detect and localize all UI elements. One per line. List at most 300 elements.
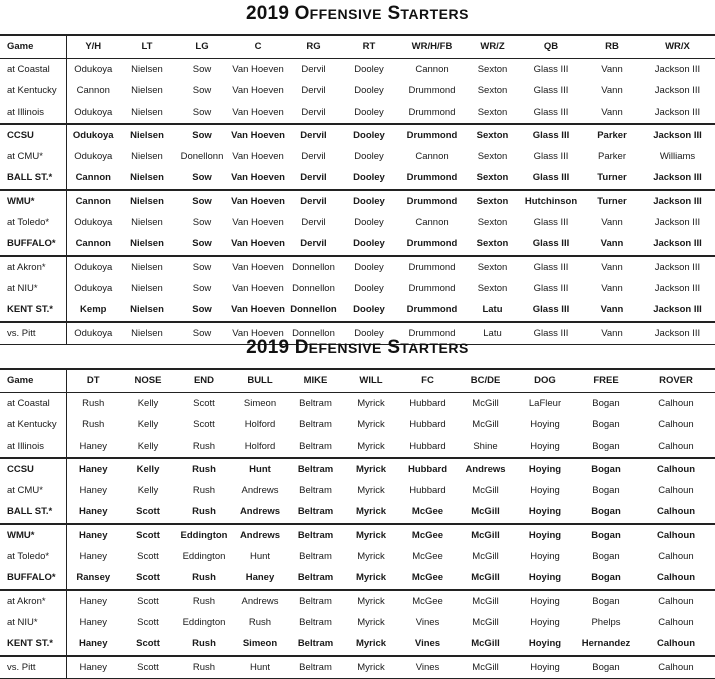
player-cell: Jackson III	[654, 261, 701, 273]
player-cell: Nielsen	[131, 85, 163, 97]
player-cell: McGill	[472, 661, 499, 673]
player-cell: Van Hoeven	[232, 64, 284, 75]
offense-title-initial: O	[294, 3, 310, 24]
player-cell: Van Hoeven	[232, 261, 284, 273]
player-cell: Bogan	[591, 463, 621, 475]
player-cell: Cannon	[415, 217, 449, 229]
defense-column-header: BULL	[232, 369, 288, 393]
game-cell: WMU*	[0, 190, 66, 212]
player-cell: McGill	[472, 551, 499, 563]
player-cell: Odukoya	[66, 102, 120, 124]
player-cell: Beltram	[288, 633, 343, 655]
player-cell: Sow	[192, 195, 212, 207]
table-row	[0, 524, 715, 546]
player-cell: Haney	[78, 463, 108, 475]
game-cell: at NIU*	[0, 278, 66, 299]
game-cell: BUFFALO*	[0, 567, 66, 589]
player-cell: Donnellon	[292, 282, 335, 294]
player-cell: Dervil	[300, 129, 327, 141]
player-cell: Haney	[232, 567, 288, 589]
player-cell: Calhoun	[658, 419, 694, 431]
player-cell: Dooley	[341, 299, 397, 321]
player-cell: Calhoun	[658, 398, 694, 409]
player-cell: Nielsen	[130, 129, 164, 141]
player-cell: Jackson III	[640, 167, 715, 189]
player-cell: Myrick	[343, 436, 399, 458]
defense-column-header: DOG	[515, 369, 575, 393]
player-cell: McGee	[411, 529, 444, 541]
player-cell: Andrews	[241, 595, 279, 607]
player-cell: Odukoya	[72, 129, 114, 141]
table-row	[0, 546, 715, 567]
player-cell: Haney	[79, 595, 107, 607]
offense-column-header: QB	[518, 35, 584, 59]
player-cell: Sow	[174, 167, 230, 189]
player-cell: Haney	[79, 485, 107, 497]
defense-column-header: END	[176, 369, 232, 393]
defense-column-header: FREE	[575, 369, 637, 393]
offense-title-year: 2019	[246, 3, 290, 24]
player-cell: Latu	[483, 327, 502, 339]
player-cell: Sexton	[477, 217, 508, 229]
player-cell: Drummond	[397, 167, 467, 189]
player-cell: McGee	[399, 567, 456, 589]
game-cell: at Akron*	[0, 256, 66, 278]
player-cell: Jackson III	[653, 195, 702, 207]
player-cell: Jackson III	[653, 129, 702, 141]
player-cell: Nielsen	[131, 261, 163, 273]
player-cell: Beltram	[288, 436, 343, 458]
player-cell: Vann	[601, 282, 623, 294]
game-cell: vs. Pitt	[0, 322, 66, 345]
player-cell: Odukoya	[74, 64, 113, 75]
table-row	[0, 393, 715, 415]
player-cell: Sexton	[467, 233, 518, 255]
player-cell: McGill	[472, 398, 499, 409]
player-cell: Bogan	[592, 551, 620, 563]
player-cell: Drummond	[397, 102, 467, 124]
player-cell: Rush	[192, 463, 216, 475]
table-row	[0, 299, 715, 321]
player-cell: Simeon	[243, 398, 277, 409]
player-cell: McGee	[412, 595, 443, 607]
game-cell: vs. Pitt	[0, 656, 66, 679]
player-cell: McGill	[471, 529, 500, 541]
player-cell: Glass III	[533, 151, 569, 163]
offensive-starters-table	[0, 34, 715, 345]
player-cell: Bogan	[592, 398, 620, 409]
offense-column-header: RG	[286, 35, 341, 59]
player-cell: Odukoya	[74, 327, 113, 339]
player-cell: Sexton	[477, 64, 508, 75]
player-cell: Cannon	[76, 85, 110, 97]
player-cell: Odukoya	[74, 282, 113, 294]
player-cell: Beltram	[299, 661, 332, 673]
player-cell: Dervil	[301, 85, 326, 97]
player-cell: Dervil	[300, 195, 327, 207]
player-cell: Williams	[659, 151, 696, 163]
player-cell: Sexton	[477, 85, 508, 97]
player-cell: Kelly	[137, 398, 159, 409]
table-row	[0, 612, 715, 633]
player-cell: Sow	[192, 282, 212, 294]
player-cell: Jackson III	[654, 282, 701, 294]
player-cell: Myrick	[355, 463, 387, 475]
player-cell: Phelps	[591, 616, 621, 628]
player-cell: Van Hoeven	[230, 299, 286, 321]
player-cell: Hoying	[530, 616, 560, 628]
game-cell: at Toledo*	[0, 212, 66, 233]
defensive-starters-table	[0, 368, 715, 679]
player-cell: Sexton	[477, 261, 508, 273]
player-cell: Kemp	[66, 299, 120, 321]
table-row	[0, 233, 715, 255]
player-cell: Dooley	[354, 327, 384, 339]
player-cell: Beltram	[297, 463, 334, 475]
player-cell: Myrick	[357, 595, 385, 607]
player-cell: Bogan	[592, 661, 620, 673]
table-row	[0, 414, 715, 435]
table-row	[0, 102, 715, 124]
player-cell: Vann	[601, 327, 623, 339]
player-cell: Donellonn	[180, 151, 224, 163]
player-cell: Glass III	[533, 85, 569, 97]
player-cell: Sexton	[476, 195, 509, 207]
player-cell: Sexton	[476, 129, 509, 141]
player-cell: Beltram	[299, 616, 332, 628]
player-cell: Rush	[248, 616, 272, 628]
table-row	[0, 256, 715, 278]
player-cell: Hunt	[249, 661, 271, 673]
player-cell: Van Hoeven	[232, 217, 284, 229]
player-cell: Hunt	[249, 463, 271, 475]
player-cell: Van Hoeven	[230, 233, 286, 255]
player-cell: Hoying	[530, 485, 560, 497]
game-cell: at Illinois	[0, 436, 66, 458]
player-cell: Myrick	[357, 551, 385, 563]
player-cell: Calhoun	[637, 436, 715, 458]
table-row	[0, 167, 715, 189]
player-cell: Cannon	[66, 167, 120, 189]
player-cell: Hubbard	[407, 463, 448, 475]
player-cell: Rush	[176, 501, 232, 523]
defense-column-header: MIKE	[288, 369, 343, 393]
player-cell: Dervil	[286, 233, 341, 255]
player-cell: Vann	[601, 85, 623, 97]
player-cell: Glass III	[533, 64, 569, 75]
player-cell: Dooley	[341, 233, 397, 255]
player-cell: Haney	[79, 661, 107, 673]
player-cell: Myrick	[343, 633, 399, 655]
player-cell: Sow	[174, 299, 230, 321]
player-cell: Sow	[192, 64, 212, 75]
player-cell: Haney	[66, 501, 120, 523]
player-cell: Jackson III	[640, 233, 715, 255]
player-cell: Bogan	[592, 419, 620, 431]
player-cell: Hernandez	[575, 633, 637, 655]
player-cell: Dervil	[286, 167, 341, 189]
player-cell: Donnellon	[292, 261, 335, 273]
defense-column-header: ROVER	[637, 369, 715, 393]
player-cell: Bogan	[592, 595, 620, 607]
player-cell: Vann	[584, 233, 640, 255]
player-cell: Jackson III	[654, 85, 701, 97]
offense-column-header: LT	[120, 35, 174, 59]
player-cell: Donnellon	[286, 299, 341, 321]
player-cell: Hoying	[515, 436, 575, 458]
defense-title-rest: EFENSIVE	[308, 340, 382, 356]
player-cell: Haney	[79, 551, 107, 563]
player-cell: Hoying	[530, 551, 560, 563]
player-cell: Hoying	[528, 463, 562, 475]
player-cell: Sow	[192, 327, 212, 339]
player-cell: Nielsen	[120, 102, 174, 124]
defense-title-year: 2019	[246, 337, 290, 358]
player-cell: Nielsen	[120, 299, 174, 321]
player-cell: Vann	[601, 64, 623, 75]
player-cell: Hoying	[530, 661, 560, 673]
offense-column-header: WR/X	[640, 35, 715, 59]
player-cell: Myrick	[357, 485, 385, 497]
player-cell: Sow	[174, 102, 230, 124]
offense-column-header: Y/H	[66, 35, 120, 59]
player-cell: Sow	[192, 217, 212, 229]
player-cell: Hoying	[515, 633, 575, 655]
player-cell: Calhoun	[658, 485, 694, 497]
player-cell: Calhoun	[657, 529, 695, 541]
player-cell: Calhoun	[637, 501, 715, 523]
player-cell: Nielsen	[131, 151, 163, 163]
table-row	[0, 212, 715, 233]
game-cell: CCSU	[0, 458, 66, 480]
player-cell: Hubbard	[409, 485, 446, 497]
game-cell: WMU*	[0, 524, 66, 546]
player-cell: Nielsen	[120, 167, 174, 189]
player-cell: Beltram	[299, 595, 332, 607]
player-cell: Hoying	[515, 567, 575, 589]
player-cell: Nielsen	[131, 217, 163, 229]
offense-column-header: RT	[341, 35, 397, 59]
player-cell: Calhoun	[637, 633, 715, 655]
player-cell: Glass III	[518, 102, 584, 124]
player-cell: Odukoya	[74, 151, 113, 163]
player-cell: Vann	[584, 102, 640, 124]
player-cell: Drummond	[408, 327, 456, 339]
table-row	[0, 567, 715, 589]
player-cell: Kelly	[120, 436, 176, 458]
player-cell: Holford	[232, 436, 288, 458]
defense-table-body	[0, 393, 715, 679]
defense-title-initial: D	[294, 337, 309, 358]
player-cell: Kelly	[137, 419, 159, 431]
player-cell: Jackson III	[640, 299, 715, 321]
player-cell: Drummond	[397, 233, 467, 255]
table-row	[0, 190, 715, 212]
offense-column-header: LG	[174, 35, 230, 59]
player-cell: Van Hoeven	[230, 167, 286, 189]
table-row	[0, 480, 715, 501]
player-cell: McGee	[399, 501, 456, 523]
player-cell: Odukoya	[74, 261, 113, 273]
player-cell: Van Hoeven	[232, 151, 284, 163]
player-cell: Kelly	[136, 463, 160, 475]
table-row	[0, 146, 715, 167]
table-row	[0, 124, 715, 146]
player-cell: Rush	[192, 661, 216, 673]
player-cell: Nielsen	[130, 195, 164, 207]
game-cell: KENT ST.*	[0, 633, 66, 655]
player-cell: Jackson III	[654, 217, 701, 229]
player-cell: Andrews	[465, 463, 506, 475]
player-cell: McGill	[472, 616, 499, 628]
game-cell: BUFFALO*	[0, 233, 66, 255]
game-cell: CCSU	[0, 124, 66, 146]
player-cell: Scott	[120, 633, 176, 655]
player-cell: Jackson III	[654, 64, 701, 75]
player-cell: Glass III	[533, 217, 569, 229]
offense-title-s: S	[387, 3, 401, 24]
defense-column-header: NOSE	[120, 369, 176, 393]
player-cell: Bogan	[575, 436, 637, 458]
player-cell: Rush	[176, 567, 232, 589]
player-cell: Bogan	[575, 501, 637, 523]
player-cell: Drummond	[406, 129, 458, 141]
player-cell: Glass III	[533, 282, 569, 294]
game-cell: BALL ST.*	[0, 167, 66, 189]
player-cell: Glass III	[533, 327, 569, 339]
player-cell: Myrick	[357, 419, 385, 431]
player-cell: Turner	[597, 195, 627, 207]
player-cell: Scott	[193, 419, 215, 431]
player-cell: Shine	[456, 436, 515, 458]
player-cell: Beltram	[288, 567, 343, 589]
defense-title-s-rest: TARTERS	[400, 340, 469, 356]
table-row	[0, 278, 715, 299]
player-cell: Sexton	[477, 151, 508, 163]
game-cell: BALL ST.*	[0, 501, 66, 523]
table-row	[0, 80, 715, 101]
player-cell: Andrews	[241, 485, 279, 497]
offense-title-rest: FFENSIVE	[309, 6, 383, 22]
player-cell: Calhoun	[658, 551, 694, 563]
player-cell: McGill	[472, 485, 499, 497]
table-row	[0, 501, 715, 523]
player-cell: Eddington	[180, 529, 228, 541]
player-cell: Scott	[136, 529, 160, 541]
player-cell: Bogan	[591, 529, 621, 541]
player-cell: Haney	[66, 633, 120, 655]
offensive-starters-title	[0, 3, 715, 25]
player-cell: Jackson III	[640, 102, 715, 124]
table-row	[0, 436, 715, 458]
player-cell: Simeon	[232, 633, 288, 655]
table-row	[0, 59, 715, 81]
player-cell: Hoying	[515, 501, 575, 523]
player-cell: Ransey	[66, 567, 120, 589]
player-cell: Beltram	[299, 551, 332, 563]
player-cell: Jackson III	[654, 327, 701, 339]
game-cell: at CMU*	[0, 146, 66, 167]
table-row	[0, 633, 715, 655]
player-cell: Dooley	[353, 195, 385, 207]
defense-header-row	[0, 369, 715, 393]
player-cell: Myrick	[355, 529, 387, 541]
game-cell: at Kentucky	[0, 414, 66, 435]
player-cell: Sexton	[467, 167, 518, 189]
game-cell: at Coastal	[0, 59, 66, 81]
player-cell: Rush	[192, 595, 216, 607]
player-cell: Myrick	[357, 398, 385, 409]
player-cell: Beltram	[288, 501, 343, 523]
defensive-starters-title	[0, 337, 715, 359]
offense-column-header: Game	[0, 35, 66, 59]
defense-column-header: Game	[0, 369, 66, 393]
player-cell: Beltram	[299, 398, 332, 409]
player-cell: Sexton	[477, 282, 508, 294]
player-cell: Glass III	[532, 129, 570, 141]
player-cell: Scott	[137, 595, 159, 607]
player-cell: Calhoun	[658, 616, 694, 628]
player-cell: McGill	[456, 501, 515, 523]
player-cell: McGill	[472, 419, 499, 431]
player-cell: Vines	[415, 661, 440, 673]
player-cell: Andrews	[232, 501, 288, 523]
player-cell: Glass III	[518, 167, 584, 189]
player-cell: Nielsen	[131, 327, 163, 339]
player-cell: Dooley	[354, 261, 384, 273]
player-cell: Myrick	[357, 616, 385, 628]
player-cell: Myrick	[343, 501, 399, 523]
player-cell: Dooley	[354, 85, 384, 97]
player-cell: McGill	[456, 633, 515, 655]
player-cell: Eddington	[182, 616, 226, 628]
offense-header-row	[0, 35, 715, 59]
player-cell: McGee	[412, 551, 443, 563]
player-cell: Sexton	[467, 102, 518, 124]
defense-column-header: BC/DE	[456, 369, 515, 393]
player-cell: Hunt	[249, 551, 271, 563]
player-cell: Glass III	[533, 261, 569, 273]
player-cell: Rush	[82, 419, 105, 431]
player-cell: Bogan	[592, 485, 620, 497]
player-cell: Nielsen	[120, 233, 174, 255]
player-cell: Drummond	[406, 195, 458, 207]
player-cell: Van Hoeven	[231, 195, 285, 207]
player-cell: Dervil	[301, 64, 326, 75]
player-cell: Donnellon	[292, 327, 335, 339]
player-cell: Dervil	[301, 217, 326, 229]
player-cell: Sow	[192, 261, 212, 273]
player-cell: Rush	[192, 485, 216, 497]
player-cell: Dooley	[353, 129, 385, 141]
player-cell: Sow	[192, 85, 212, 97]
player-cell: Hoying	[530, 419, 560, 431]
offense-column-header: C	[230, 35, 286, 59]
player-cell: Glass III	[518, 299, 584, 321]
game-cell: at Kentucky	[0, 80, 66, 101]
player-cell: Beltram	[299, 419, 332, 431]
player-cell: Scott	[137, 661, 159, 673]
player-cell: Beltram	[299, 485, 332, 497]
game-cell: at Coastal	[0, 393, 66, 415]
player-cell: Andrews	[239, 529, 281, 541]
defense-column-header: WILL	[343, 369, 399, 393]
offense-table-body	[0, 59, 715, 345]
player-cell: Vann	[601, 217, 623, 229]
player-cell: Dervil	[301, 151, 326, 163]
player-cell: Haney	[78, 529, 108, 541]
player-cell: Cannon	[415, 151, 449, 163]
